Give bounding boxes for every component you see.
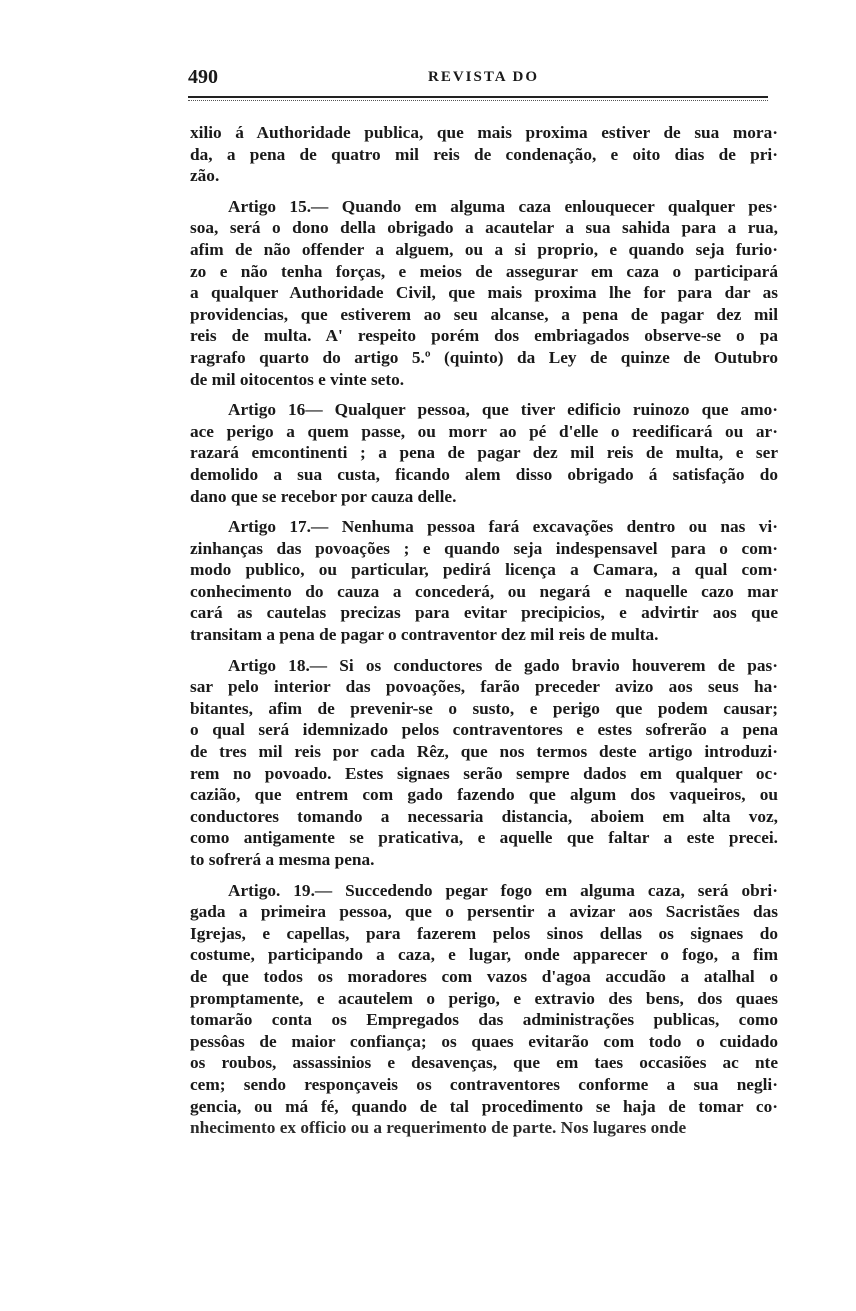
text-line: Igrejas, e capellas, para fazerem pelos sinos dellas os signaes do: [190, 923, 778, 943]
text-line: cazião, que entrem com gado fazendo que algum dos vaqueiros, ou: [190, 785, 778, 805]
text-line: conductores tomando a necessaria distancia, aboiem em alta voz,: [190, 806, 778, 826]
text-line: rem no povoado. Estes signaes serão sempre dados em qualquer oc·: [190, 763, 778, 783]
text-line: afim de não offender a alguem, ou a si proprio, e quando seja furio·: [190, 239, 778, 259]
text-line: sar pelo interior das povoações, farão preceder avizo aos seus ha·: [190, 677, 778, 697]
paragraph: [190, 655, 778, 871]
running-title: REVISTA DO: [428, 69, 539, 85]
header-rule: [188, 96, 768, 98]
text-line: de mil oitocentos e vinte seto.: [190, 369, 405, 389]
text-line: soa, será o dono della obrigado a acautelar a sua sahida para a rua,: [190, 218, 778, 238]
body-text: [190, 122, 778, 1139]
text-line: Artigo 18.— Si os conductores de gado bravio houverem de pas·: [228, 655, 778, 675]
text-line: zinhanças das povoações ; e quando seja indespensavel para o com·: [190, 538, 778, 558]
text-line: de tres mil reis por cada Rêz, que nos termos deste artigo introduzi·: [190, 742, 778, 762]
text-line: reis de multa. A' respeito porém dos embriagados observe-se o pa: [190, 326, 778, 346]
text-line: da, a pena de quatro mil reis de condenação, e oito dias de pri·: [190, 144, 778, 164]
text-line: pessôas de maior confiança; os quaes evitarão com todo o cuidado: [190, 1031, 778, 1051]
text-line: demolido a sua custa, ficando alem disso obrigado á satisfação do: [190, 464, 778, 484]
paragraph: [190, 399, 778, 507]
text-line: de que todos os moradores com vazos d'agoa accudão a atalhal o: [190, 966, 778, 986]
paragraph: [190, 122, 778, 187]
text-line: zão.: [190, 166, 220, 186]
page-header: [188, 66, 770, 96]
paragraph: [190, 880, 778, 1139]
text-line: zo e não tenha forças, e meios de assegurar em caza o participará: [190, 261, 778, 281]
text-line: Artigo 17.— Nenhuma pessoa fará excavações dentro ou nas vi·: [228, 517, 778, 537]
text-line: cará as cautelas precizas para evitar precipicios, e advirtir aos que: [190, 603, 778, 623]
text-line: modo publico, ou particular, pedirá licença a Camara, a qual com·: [190, 560, 778, 580]
text-line: tomarão conta os Empregados das administrações publicas, como: [190, 1010, 778, 1030]
text-line: gada a primeira pessoa, que o persentir a avizar aos Sacristães das: [190, 902, 778, 922]
text-line: to sofrerá a mesma pena.: [190, 850, 375, 869]
text-line: o qual será idemnizado pelos contraventores e estes sofrerão a pena: [190, 720, 778, 740]
page-number: 490: [188, 66, 218, 88]
header-rule-dotted: [188, 100, 768, 101]
text-line: xilio á Authoridade publica, que mais proxima estiver de sua mora·: [190, 123, 778, 142]
paragraph: [190, 516, 778, 646]
text-line: bitantes, afim de prevenir-se o susto, e perigo que podem causar;: [190, 698, 778, 718]
text-line: cem; sendo responçaveis os contraventores conforme a sua negli·: [190, 1074, 778, 1094]
text-line: nhecimento ex officio ou a requerimento de parte. Nos lugares onde: [190, 1118, 687, 1138]
text-line: a qualquer Authoridade Civil, que mais proxima lhe for para dar as: [190, 283, 778, 303]
text-line: promptamente, e acautelem o perigo, e extravio des bens, dos quaes: [190, 988, 778, 1008]
text-line: costume, participando a caza, e lugar, onde apparecer o fogo, a fim: [190, 945, 778, 965]
text-line: Artigo 15.— Quando em alguma caza enlouquecer qualquer pes·: [228, 196, 778, 216]
text-line: ace perigo a quem passe, ou morr ao pé d'elle o reedificará ou ar·: [190, 421, 778, 441]
text-line: dano que se recebor por cauza delle.: [190, 486, 457, 506]
text-line: Artigo 16— Qualquer pessoa, que tiver edificio ruinozo que amo·: [228, 400, 778, 420]
text-line: como antigamente se praticativa, e aquelle que faltar a este precei.: [190, 828, 778, 848]
text-line: providencias, que estiverem ao seu alcanse, a pena de pagar dez mil: [190, 304, 778, 324]
text-line: os roubos, assassinios e desavenças, que em taes occasiões ac nte: [190, 1053, 778, 1073]
text-line: ragrafo quarto do artigo 5.º (quinto) da Ley de quinze de Outubro: [190, 347, 778, 367]
text-line: gencia, ou má fé, quando de tal procedimento se haja de tomar co·: [190, 1096, 778, 1116]
paragraph: [190, 196, 778, 390]
text-line: Artigo. 19.— Succedendo pegar fogo em alguma caza, será obri·: [228, 880, 778, 900]
text-line: transitam a pena de pagar o contraventor dez mil reis de multa.: [190, 625, 659, 645]
text-line: razará emcontinenti ; a pena de pagar dez mil reis de multa, e ser: [190, 443, 778, 463]
text-line: conhecimento do cauza a concederá, ou negará e naquelle cazo mar: [190, 581, 778, 601]
